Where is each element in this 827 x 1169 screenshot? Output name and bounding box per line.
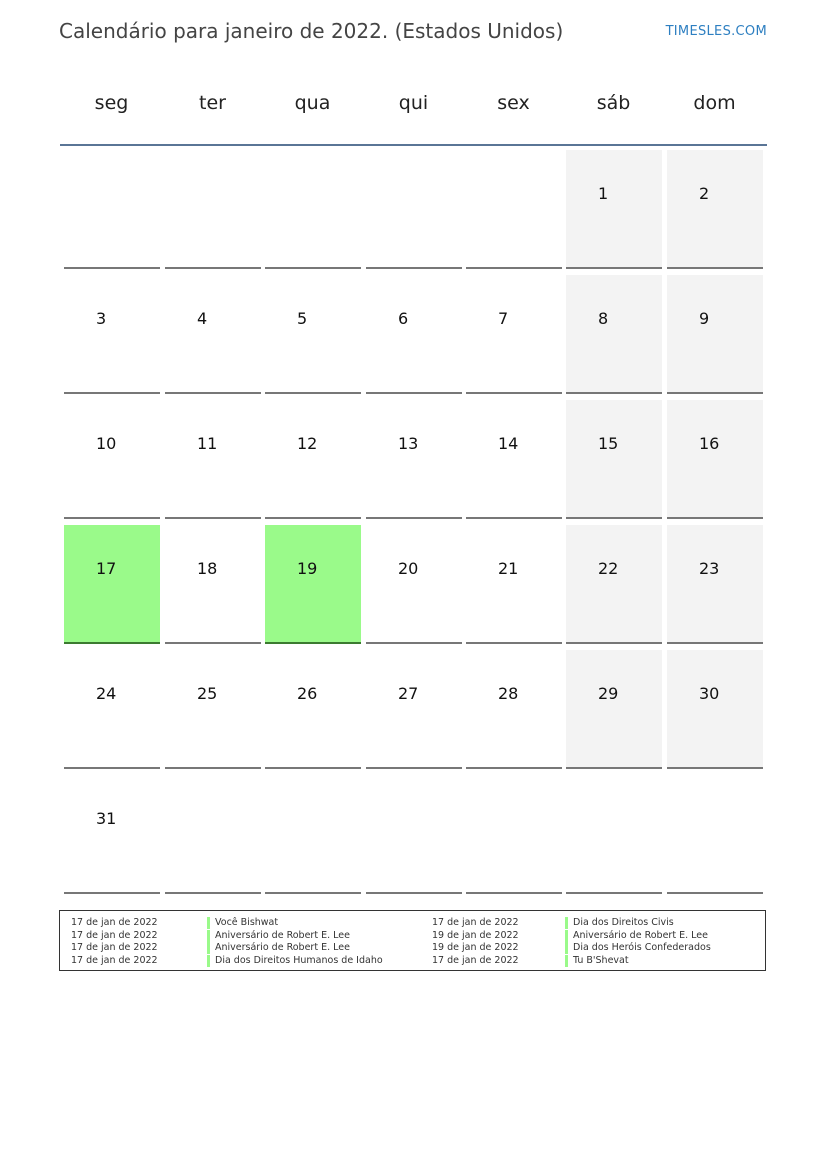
day-number: 28 (498, 684, 519, 703)
legend-color-marker (565, 942, 568, 954)
day-number: 17 (96, 559, 117, 578)
weekday-header (60, 80, 767, 146)
weekday-mon: seg (94, 92, 129, 114)
day-number: 25 (197, 684, 218, 703)
day-cell-6[interactable] (366, 275, 462, 394)
day-number: 11 (197, 434, 218, 453)
weekday-sun: dom (693, 92, 736, 114)
legend-holiday-name: Você Bishwat (215, 917, 279, 928)
day-number: 22 (598, 559, 619, 578)
day-number: 10 (96, 434, 117, 453)
legend-color-marker (565, 930, 568, 942)
day-number: 14 (498, 434, 519, 453)
day-cell-14[interactable] (466, 400, 562, 519)
day-cell-26[interactable] (265, 650, 361, 769)
day-cell-23[interactable] (667, 525, 763, 644)
day-cell-5[interactable] (265, 275, 361, 394)
day-number: 8 (598, 309, 609, 328)
legend-date: 17 de jan de 2022 (71, 955, 158, 967)
day-number: 12 (297, 434, 318, 453)
day-number: 26 (297, 684, 318, 703)
day-cell-24[interactable] (64, 650, 160, 769)
legend-date: 17 de jan de 2022 (432, 955, 519, 967)
page-title: Calendário para janeiro de 2022. (Estados Unidos) (59, 19, 564, 43)
legend-holiday-name: Dia dos Direitos Civis (573, 917, 674, 928)
legend-color-marker (207, 942, 210, 954)
day-cell-12[interactable] (265, 400, 361, 519)
day-cell-4[interactable] (165, 275, 261, 394)
day-cell-27[interactable] (366, 650, 462, 769)
weekday-fri: sex (497, 92, 530, 114)
legend-holiday-name: Aniversário de Robert E. Lee (215, 942, 350, 954)
legend-holiday-name: Tu B'Shevat (573, 955, 629, 967)
day-cell-empty (265, 775, 361, 894)
day-cell-31[interactable] (64, 775, 160, 894)
legend-color-marker (207, 930, 210, 942)
legend-date: 19 de jan de 2022 (432, 942, 519, 954)
weekday-wed: qua (294, 92, 331, 114)
weekday-tue: ter (199, 92, 226, 114)
day-cell-empty (64, 150, 160, 269)
day-number: 6 (398, 309, 409, 328)
day-number: 27 (398, 684, 419, 703)
weekday-sat: sáb (596, 92, 631, 114)
day-cell-19[interactable] (265, 525, 361, 644)
day-cell-30[interactable] (667, 650, 763, 769)
legend-date: 19 de jan de 2022 (432, 929, 519, 941)
legend-date: 17 de jan de 2022 (71, 942, 158, 954)
day-number: 23 (699, 559, 720, 578)
day-cell-17[interactable] (64, 525, 160, 644)
weekday-thu: qui (398, 92, 429, 114)
day-cell-11[interactable] (165, 400, 261, 519)
legend-color-marker (207, 955, 210, 967)
legend-holiday-name: Aniversário de Robert E. Lee (215, 929, 350, 941)
calendar-grid (64, 150, 764, 894)
day-cell-7[interactable] (466, 275, 562, 394)
day-cell-empty (566, 775, 662, 894)
day-cell-1[interactable] (566, 150, 662, 269)
day-cell-2[interactable] (667, 150, 763, 269)
day-cell-28[interactable] (466, 650, 562, 769)
day-number: 29 (598, 684, 619, 703)
day-cell-15[interactable] (566, 400, 662, 519)
legend-holiday-name: Dia dos Heróis Confederados (573, 942, 711, 954)
day-cell-empty (165, 150, 261, 269)
day-number: 31 (96, 809, 117, 828)
day-cell-empty (466, 150, 562, 269)
day-cell-9[interactable] (667, 275, 763, 394)
day-number: 19 (297, 559, 318, 578)
day-cell-empty (466, 775, 562, 894)
day-cell-20[interactable] (366, 525, 462, 644)
day-number: 15 (598, 434, 619, 453)
legend-date: 17 de jan de 2022 (71, 917, 158, 928)
legend-date: 17 de jan de 2022 (432, 917, 519, 928)
day-number: 20 (398, 559, 419, 578)
legend-color-marker (565, 955, 568, 967)
day-cell-13[interactable] (366, 400, 462, 519)
legend-date: 17 de jan de 2022 (71, 929, 158, 941)
day-number: 21 (498, 559, 519, 578)
day-cell-21[interactable] (466, 525, 562, 644)
day-number: 4 (197, 309, 208, 328)
day-cell-8[interactable] (566, 275, 662, 394)
day-number: 24 (96, 684, 117, 703)
day-cell-empty (366, 775, 462, 894)
day-number: 5 (297, 309, 308, 328)
day-number: 9 (699, 309, 710, 328)
day-cell-empty (366, 150, 462, 269)
day-cell-29[interactable] (566, 650, 662, 769)
legend-holiday-name: Dia dos Direitos Humanos de Idaho (215, 955, 383, 967)
day-number: 7 (498, 309, 509, 328)
legend-holiday-name: Aniversário de Robert E. Lee (573, 929, 708, 941)
legend-color-marker (207, 917, 210, 929)
day-cell-empty (165, 775, 261, 894)
day-cell-10[interactable] (64, 400, 160, 519)
day-cell-empty (667, 775, 763, 894)
day-number: 13 (398, 434, 419, 453)
brand-link[interactable]: TIMESLES.COM (665, 24, 767, 39)
day-number: 2 (699, 184, 710, 203)
day-number: 30 (699, 684, 720, 703)
day-number: 1 (598, 184, 609, 203)
legend-color-marker (565, 917, 568, 929)
day-cell-18[interactable] (165, 525, 261, 644)
day-cell-empty (265, 150, 361, 269)
day-cell-16[interactable] (667, 400, 763, 519)
holiday-legend (59, 910, 766, 971)
day-number: 18 (197, 559, 218, 578)
day-number: 3 (96, 309, 107, 328)
day-cell-22[interactable] (566, 525, 662, 644)
day-cell-3[interactable] (64, 275, 160, 394)
day-cell-25[interactable] (165, 650, 261, 769)
day-number: 16 (699, 434, 720, 453)
